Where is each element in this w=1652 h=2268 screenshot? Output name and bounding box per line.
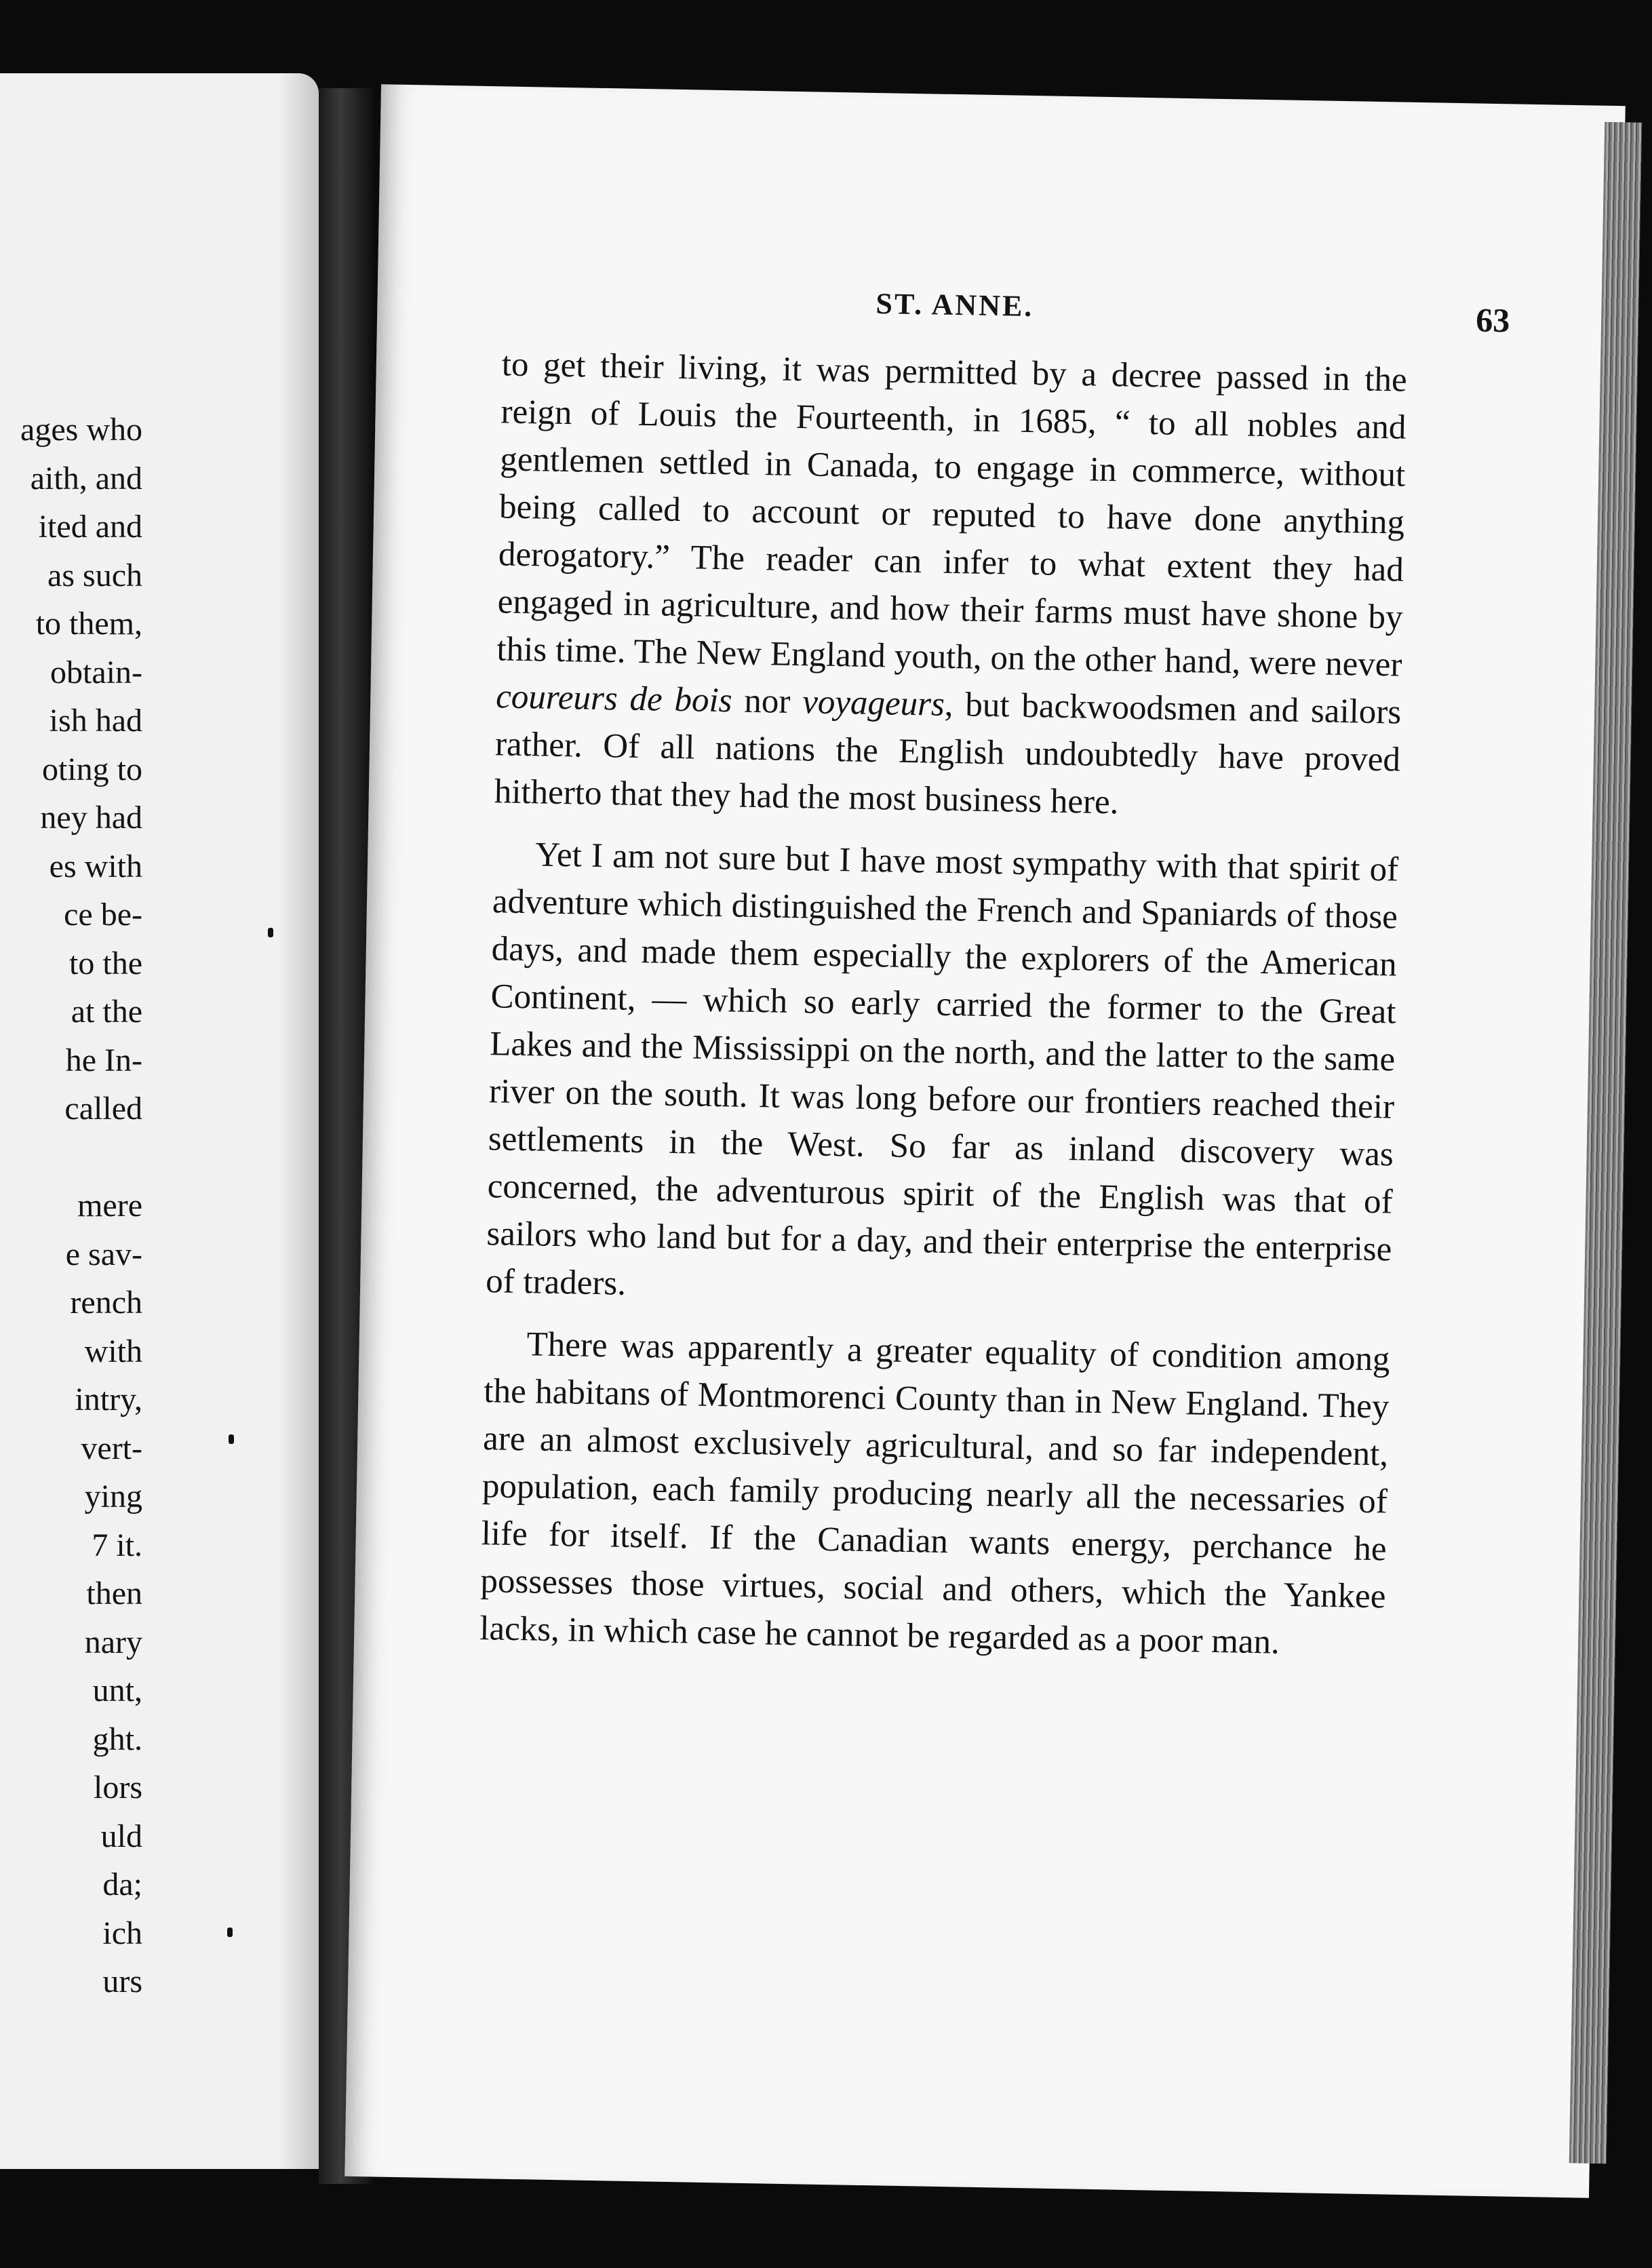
fragment-line: unt,	[92, 1673, 142, 1708]
paragraph-1-text: nor	[732, 682, 803, 722]
paragraph-3: There was apparently a greater equality of condition among the habitans of Montmorenci County than in New England. They are an almost exclusively agricultural, and so far independent, population, each family producing nearly all the necessaries of life for itself. If the Canadian wants energy, perchance he possesses those virtues, social and others, which the Yankee lacks, in which case he cannot be regarded as a poor man.	[479, 1325, 1390, 1662]
page-edge-shadow	[278, 73, 319, 2169]
fragment-line: ying	[84, 1479, 142, 1514]
fragment-line: he In-	[65, 1042, 142, 1078]
fragment-line: da;	[102, 1866, 142, 1902]
scan-speck	[229, 1434, 234, 1444]
fragment-line: lors	[94, 1770, 142, 1805]
fragment-line: with	[84, 1333, 142, 1369]
fragment-line: ght.	[92, 1721, 142, 1757]
fragment-line: ages who	[20, 412, 142, 448]
italic-phrase: coureurs de bois	[495, 678, 733, 720]
fragment-line: es with	[49, 848, 142, 884]
running-head: ST. ANNE.	[876, 287, 1034, 324]
paragraph-1	[494, 340, 1407, 831]
fragment-line: oting to	[41, 751, 142, 787]
fragment-line: 7 it.	[92, 1527, 142, 1563]
scan-speck	[227, 1928, 233, 1937]
fragment-line: mere	[77, 1188, 142, 1224]
fragment-line: obtain-	[50, 654, 142, 690]
left-facing-page	[0, 73, 319, 2169]
fragment-line: then	[86, 1576, 142, 1611]
fragment-line: called	[64, 1091, 142, 1127]
fragment-gap	[0, 1133, 142, 1182]
fragment-line: urs	[102, 1963, 142, 1999]
scan-speck	[268, 928, 273, 937]
fragment-line: to the	[69, 945, 142, 981]
fragment-line: rench	[70, 1285, 142, 1321]
fragment-line: intry,	[75, 1382, 142, 1418]
paragraph-2: Yet I am not sure but I have most sympathy with that spirit of adventure which distinguished the French and Spaniards of those days, and made them especially the explorers of the American Continent, — which so early carried the former to the Great Lakes and the Mississippi on the north, and the latter to the same river on the south. It was long before our frontiers reached their settlements in the West. So far as inland discovery was concerned, the adventurous spirit of the English was that of sailors who land but for a day, and their enterprise the enterprise of traders.	[485, 836, 1399, 1303]
fragment-line: at the	[71, 994, 142, 1030]
left-page-text-fragments	[0, 406, 142, 2006]
fragment-line: ce be-	[64, 897, 142, 933]
fragment-line: ish had	[49, 703, 142, 739]
fragment-line: ney had	[40, 800, 142, 836]
fragment-line: to them,	[35, 606, 142, 642]
fragment-line: as such	[47, 557, 142, 593]
paragraph-1-text: , but backwoodsmen and sailors rather. Of all nations the English undoubtedly have proved hitherto that they had the most business here.	[494, 685, 1402, 822]
fragment-line: nary	[84, 1624, 142, 1660]
page-number: 63	[1475, 300, 1510, 340]
paragraph-1-text: to get their living, it was permitted by a decree passed in the reign of Louis the Fourteenth, in 1685, “ to all nobles and gentlemen settled in Canada, to engage in commerce, without being called to account or reputed to have done anything derogatory.” The reader can infer to what extent they had engaged in agriculture, and how their farms must have shone by this time. The New England youth, on the other hand, were never	[496, 345, 1408, 684]
fragment-line: vert-	[81, 1430, 142, 1466]
fragment-line: ich	[102, 1915, 142, 1951]
fragment-line: uld	[100, 1818, 142, 1854]
italic-phrase: voyageurs	[802, 683, 945, 724]
fragment-line: ited and	[38, 509, 142, 545]
fragment-line: e sav-	[65, 1236, 142, 1272]
body-text	[479, 340, 1407, 1683]
fragment-line: aith, and	[30, 460, 142, 496]
right-page	[345, 84, 1626, 2198]
